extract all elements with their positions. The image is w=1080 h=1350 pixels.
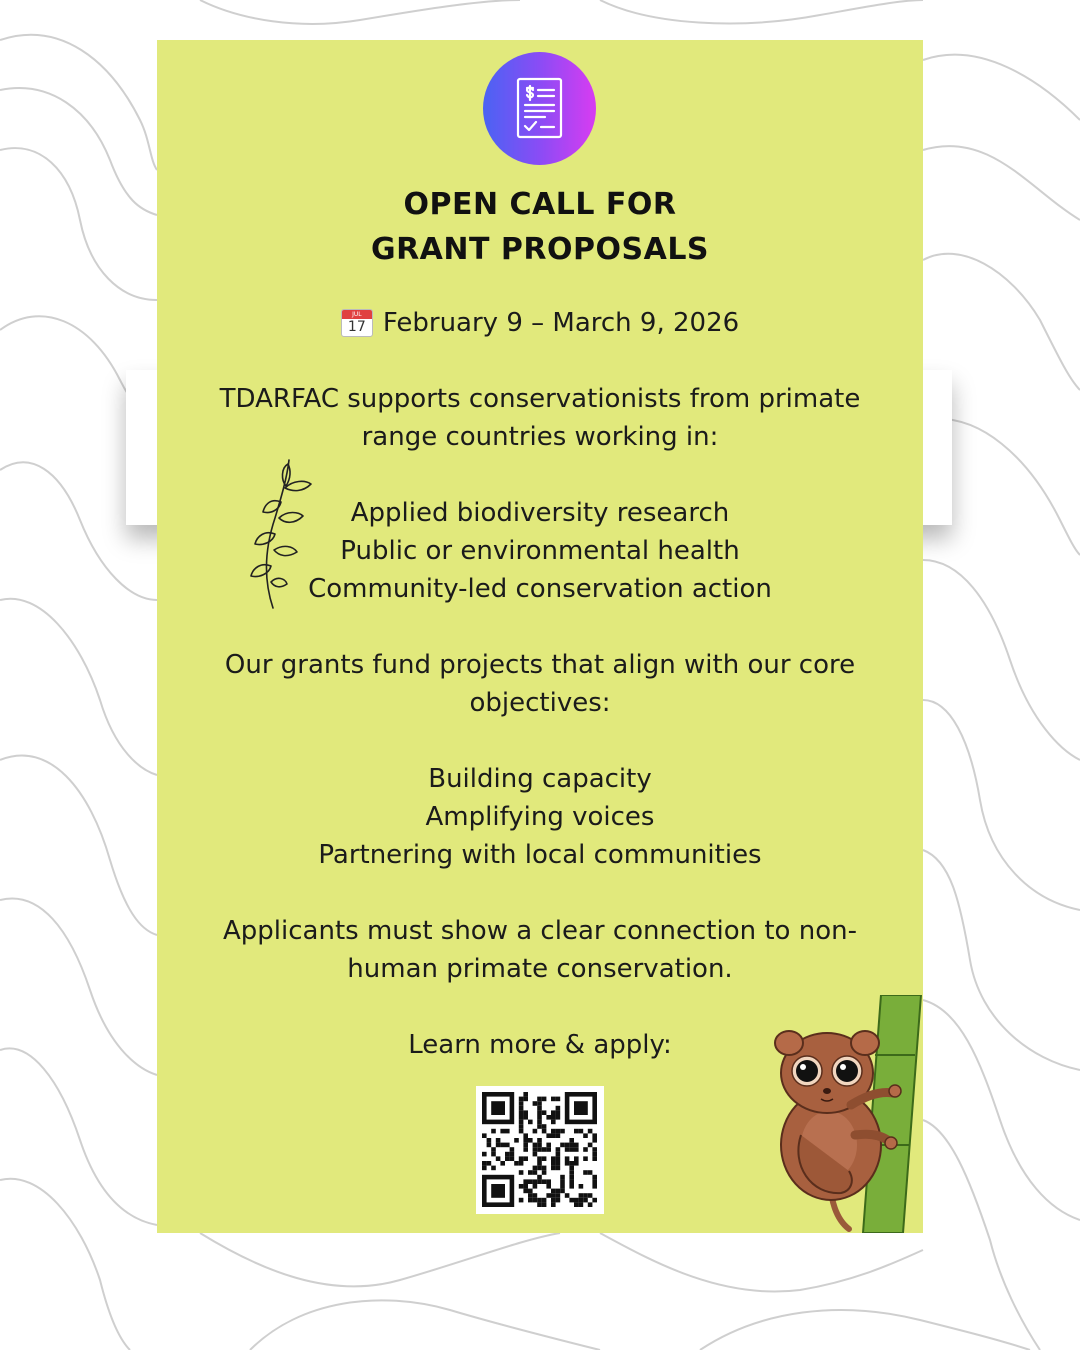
date-range — [157, 308, 923, 338]
focus-area-2: Public or environmental health — [340, 536, 740, 566]
requirement-line-2: human primate conservation. — [347, 954, 733, 984]
objective-3: Partnering with local communities — [318, 840, 762, 870]
objective-2: Amplifying voices — [425, 802, 655, 832]
intro-text-line-1: TDARFAC supports conservationists from primate — [219, 384, 861, 414]
invoice-document-icon — [483, 52, 596, 165]
qr-code[interactable] — [476, 1086, 604, 1214]
intro-text-line-2: range countries working in: — [361, 422, 719, 452]
objective-1: Building capacity — [428, 764, 652, 794]
focus-area-3: Community-led conservation action — [308, 574, 772, 604]
poster-title-line-1: OPEN CALL FOR — [403, 187, 677, 222]
focus-area-1: Applied biodiversity research — [350, 498, 730, 528]
grants-intro-line-1: Our grants fund projects that align with our core — [224, 650, 856, 680]
tarsier-illustration — [771, 995, 923, 1233]
call-to-action: Learn more & apply: — [408, 1030, 672, 1060]
grant-poster — [157, 40, 923, 1233]
requirement-line-1: Applicants must show a clear connection to non- — [223, 916, 857, 946]
poster-title-line-2: GRANT PROPOSALS — [370, 232, 710, 267]
date-range-text: February 9 – March 9, 2026 — [382, 308, 740, 338]
grants-intro-line-2: objectives: — [469, 688, 611, 718]
calendar-icon: JUL 17 — [341, 309, 373, 337]
